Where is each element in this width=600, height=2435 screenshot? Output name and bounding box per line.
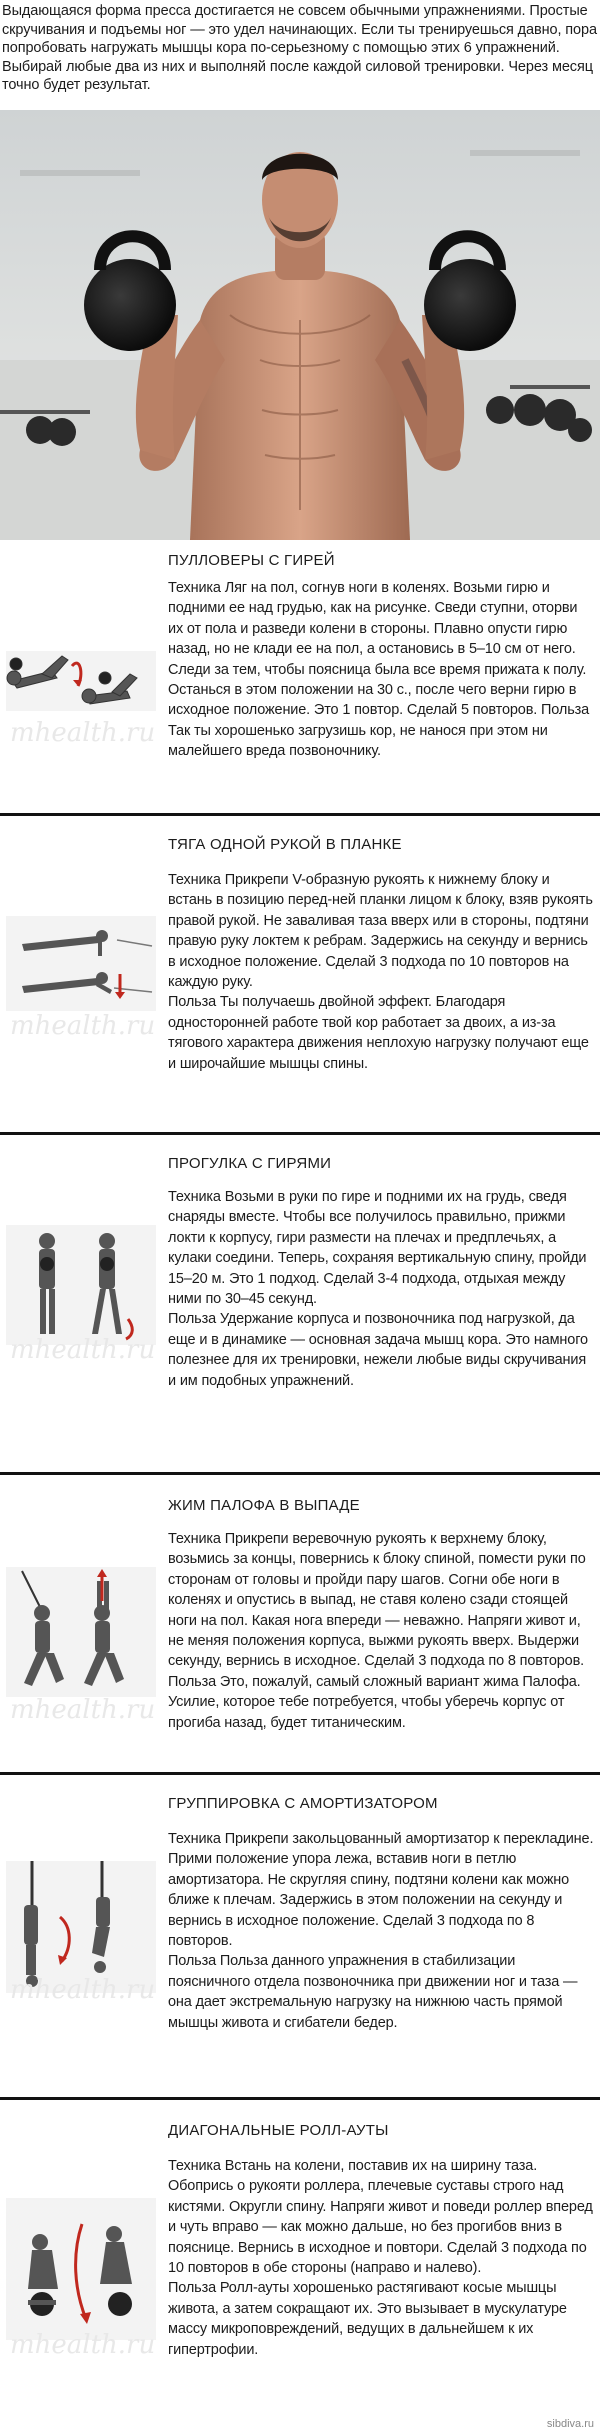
exercise-benefit: Польза Ты получаешь двойной эффект. Благодаря односторонней работе твой кор работает за двоих, а из-за тягового характера движения неплохую нагрузку получают еще и широчайшие мышцы спины. xyxy=(168,994,589,1072)
exercise-title: ДИАГОНАЛЬНЫЕ РОЛЛ-АУТЫ xyxy=(168,2122,389,2139)
exercise-section-2 xyxy=(0,816,600,1116)
kettlebell-walk-illustration xyxy=(2,1219,160,1349)
hero-photo xyxy=(0,110,600,540)
diagonal-rollout-illustration xyxy=(2,2194,160,2344)
exercise-title: ПРОГУЛКА С ГИРЯМИ xyxy=(168,1155,332,1172)
watermark: mhealth.ru xyxy=(10,718,156,748)
exercise-title: ЖИМ ПАЛОФА В ВЫПАДЕ xyxy=(168,1497,360,1514)
exercise-description: Техника Ляг на пол, согнув ноги в коленях. Возьми гирю и подними ее над грудью, как на рисунке. Сведи ступни, оторви их от пола и разведи колени в стороны. Плавно опусти гирю назад, но не клади ее на пол, а остановись в 5–10 см от него. Следи за тем, чтобы поясница была все время прижата к полу. Останься в этом положении на 30 с., после чего верни гирю в исходное положение. Это 1 повтор. Сделай 5 повторов. Польза Так ты хорошенько загрузишь кор, не нанося при этом ни малейшего вреда позвоночнику. xyxy=(168,580,590,760)
watermark: mhealth.ru xyxy=(10,1695,156,1725)
exercise-benefit: Польза Ролл-ауты хорошенько растягивают косые мышцы живота, а затем сокращают их. Это вызывает в мускулатуре массу микроповреждений, ведущих в дальнейшем к их гипертрофии. xyxy=(168,2280,567,2358)
exercise-title: ТЯГА ОДНОЙ РУКОЙ В ПЛАНКЕ xyxy=(168,836,402,853)
exercise-text xyxy=(168,578,596,762)
exercise-title: ГРУППИРОВКА С АМОРТИЗАТОРОМ xyxy=(168,1795,438,1812)
exercise-description: Техника Прикрепи закольцованный амортизатор к перекладине. Прими положение упора лежа, вставив ноги в петлю амортизатора. Не скругляя спину, подтяни колени как можно ближе к плечам. Задержись в этом положении на секунду и вернись в исходное положение. Сделай 3 подхода по 8 повторов. xyxy=(168,1831,594,1950)
exercise-description: Техника Возьми в руки по гире и подними их на грудь, сведя снаряды вместе. Чтобы все получилось правильно, прижми локти к корпусу, гири размести на плечах и предплечьях, а кулаки соедини. Теперь, сохраняя вертикальную спину, пройди 15–20 м. Это 1 подход. Сделай 3-4 подхода, отдыхая между ними по 30–45 секунд. xyxy=(168,1189,587,1308)
exercise-description: Техника Прикрепи V-образную рукоять к нижнему блоку и встань в позицию перед-ней планки лицом к блоку, взяв рукоять правой рукой. Не заваливая таза вверх или в стороны, подтяни правую руку локтем к ребрам. Задержись на секунду и вернись в исходное положение. Сделай 3 подхода по 10 повторов на каждую руку. xyxy=(168,872,593,991)
exercise-section-4 xyxy=(0,1475,600,1795)
athlete-with-kettlebells-illustration xyxy=(0,110,600,540)
watermark: mhealth.ru xyxy=(10,2330,156,2360)
exercise-section-3 xyxy=(0,1135,600,1435)
watermark: mhealth.ru xyxy=(10,1335,156,1365)
one-arm-plank-row-illustration xyxy=(2,896,160,1016)
exercise-benefit: Польза Это, пожалуй, самый сложный вариант жима Палофа. Усилие, которое тебе потребуется, чтобы уберечь корпус от прогиба назад, будет титаническим. xyxy=(168,1673,581,1731)
exercise-section-6 xyxy=(0,2100,600,2435)
exercise-benefit: Польза Удержание корпуса и позвоночника под нагрузкой, да еще и в динамике — основная задача мышц кора. Это намного полезнее для их тренировки, нежели любые виды скручивания и им подобных упражнений. xyxy=(168,1311,588,1389)
pallof-press-lunge-illustration xyxy=(2,1561,160,1701)
intro-text: Выдающаяся форма пресса достигается не совсем обычными упражнениями. Простые скручивания и подъемы ног — это удел начинающих. Если ты тренируешься давно, пора попробовать нагружать мышцы кора по-серьезному с помощью этих 6 упражнений. Выбирай любые два из них и выполняй после каждой силовой тренировки. Через месяц точно будет результат. xyxy=(2,3,597,94)
exercise-section-5 xyxy=(0,1775,600,2075)
exercise-benefit: Польза Польза данного упражнения в стабилизации поясничного отдела позвоночника при движении ног и таза — она дает экстремальную нагрузку на нижнюю часть прямой мышцы живота и сгибатели бедер. xyxy=(168,1953,578,2031)
exercise-text xyxy=(168,870,596,1074)
source-mark: sibdiva.ru xyxy=(546,2418,594,2430)
exercise-title: ПУЛЛОВЕРЫ С ГИРЕЙ xyxy=(168,552,335,569)
exercise-text xyxy=(168,1529,596,1733)
exercise-text xyxy=(168,1187,596,1391)
kettlebell-pullover-illustration xyxy=(2,596,160,726)
exercise-description: Техника Прикрепи веревочную рукоять к верхнему блоку, возьмись за концы, повернись к блоку спиной, помести руки по сторонам от головы и пройди пару шагов. Согни обе ноги в коленях и опустись в выпад, не ставя колено сзади стоящей ноги на пол. Какая нога впереди — неважно. Напряги живот и, не меняя положения корпуса, выжми рукоять вверх. Выдержи секунду, вернись в исходное. Сделай 3 подхода по 8 повторов. xyxy=(168,1531,586,1670)
exercise-text xyxy=(168,1829,596,2033)
watermark: mhealth.ru xyxy=(10,1011,156,1041)
exercise-text xyxy=(168,2156,596,2360)
exercise-description: Техника Встань на колени, поставив их на ширину таза. Обопрись о рукояти роллера, плечевые суставы строго над кистями. Округли спину. Напряги живот и поведи роллер вперед и чуть вправо — как можно дальше, но без прогибов вниз в пояснице. Вернись в исходное и повтори. Сделай 3 подхода по 10 повторов в обе стороны (направо и налево). xyxy=(168,2158,593,2277)
watermark: mhealth.ru xyxy=(10,1975,156,2005)
